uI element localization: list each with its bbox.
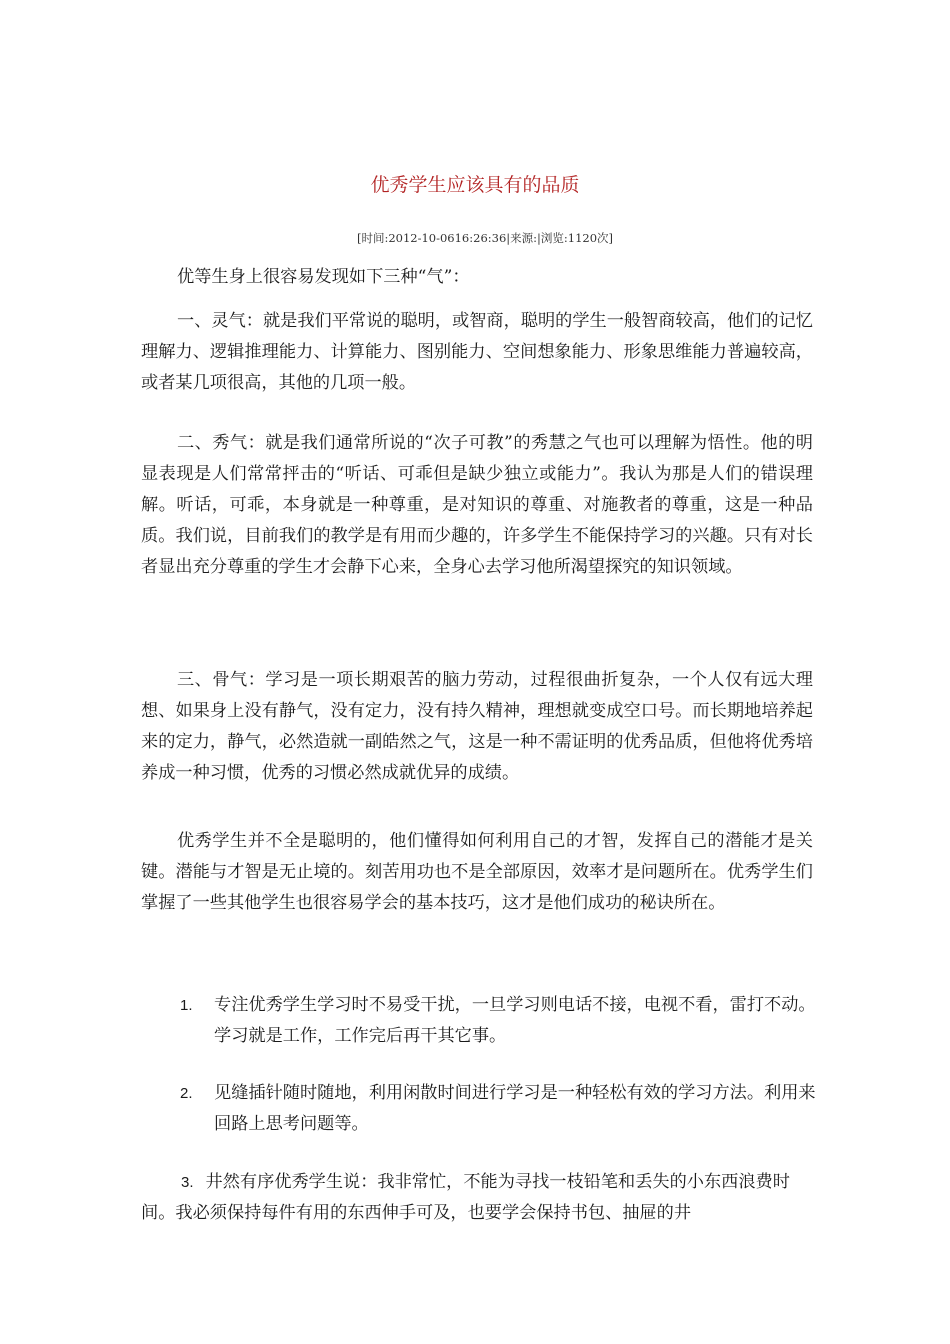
paragraph-lingqi: 一、灵气：就是我们平常说的聪明，或智商，聪明的学生一般智商较高，他们的记忆理解力、逻辑推理能力、计算能力、图别能力、空间想象能力、形象思维能力普遍较高，或者某几项很高，其他的几项一般。 — [141, 311, 813, 393]
article-meta: [时间:2012-10-0616:26:36|来源:|浏览:1120次] — [356, 231, 614, 245]
list-item — [141, 1167, 813, 1229]
list-item — [180, 990, 820, 1052]
intro-paragraph: 优等生身上很容易发现如下三种“气”： — [177, 267, 470, 287]
list-item — [180, 1078, 820, 1140]
paragraph-xiuqi: 二、秀气：就是我们通常所说的“次子可教”的秀慧之气也可以理解为悟性。他的明显表现是人们常常抨击的“听话、可乖但是缺少独立或能力”。我认为那是人们的错误理解。听话，可乖，本身就是一种尊重，是对知识的尊重、对施教者的尊重，这是一种品质。我们说，目前我们的教学是有用而少趣的，许多学生不能保持学习的兴趣。只有对长者显出充分尊重的学生才会静下心来，全身心去学习他所渴望探究的知识领域。 — [141, 433, 813, 577]
list-item-number: 2. — [180, 1085, 193, 1102]
article-title: 优秀学生应该具有的品质 — [370, 174, 580, 196]
list-item-number: 3. — [181, 1174, 194, 1191]
paragraph-summary: 优秀学生并不全是聪明的，他们懂得如何利用自己的才智，发挥自己的潜能才是关键。潜能与才智是无止境的。刻苦用功也不是全部原因，效率才是问题所在。优秀学生们掌握了一些其他学生也很容易学会的基本技巧，这才是他们成功的秘诀所在。 — [141, 831, 813, 913]
list-item-text: 专注优秀学生学习时不易受干扰，一旦学习则电话不接，电视不看，雷打不动。学习就是工作，工作完后再干其它事。 — [214, 995, 816, 1046]
list-item-number: 1. — [180, 997, 193, 1014]
list-item-text: 井然有序优秀学生说：我非常忙，不能为寻找一枝铅笔和丢失的小东西浪费时间。我必须保持每件有用的东西伸手可及，也要学会保持书包、抽屉的井 — [141, 1172, 790, 1223]
list-item-text: 见缝插针随时随地，利用闲散时间进行学习是一种轻松有效的学习方法。利用来回路上思考问题等。 — [214, 1083, 816, 1134]
paragraph-guqi: 三、骨气：学习是一项长期艰苦的脑力劳动，过程很曲折复杂，一个人仅有远大理想、如果身上没有静气，没有定力，没有持久精神，理想就变成空口号。而长期地培养起来的定力，静气，必然造就一副皓然之气，这是一种不需证明的优秀品质，但他将优秀培养成一种习惯，优秀的习惯必然成就优异的成绩。 — [141, 670, 813, 783]
